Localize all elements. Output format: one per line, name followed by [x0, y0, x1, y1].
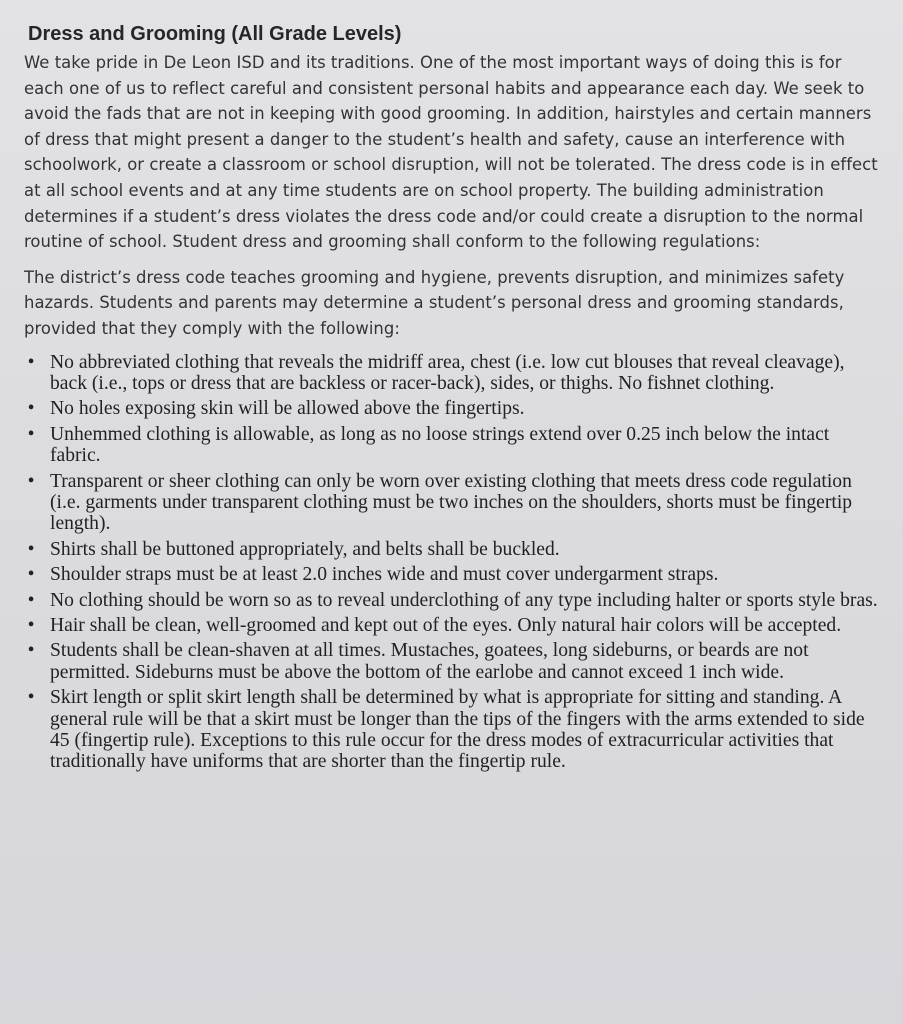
rule-text: Students shall be clean-shaven at all times. Mustaches, goatees, long sideburns, or beards are not permitted. Sideburns must be above the bottom of the earlobe and cannot exceed 1 inch wide. [50, 640, 809, 683]
bullet-icon: • [27, 687, 35, 709]
rule-item-skirt-length [24, 687, 879, 773]
rule-text: Shirts shall be buttoned appropriately, and belts shall be buckled. [50, 538, 560, 560]
dress-code-paragraph: The district’s dress code teaches grooming and hygiene, prevents disruption, and minimizes safety hazards. Students and parents may determine a student’s personal dress and grooming standards, provided that they comply with the following: [24, 267, 845, 338]
rule-item-shirts-belts [24, 539, 879, 560]
bullet-icon: • [27, 470, 35, 492]
rule-item-midriff [24, 352, 879, 395]
rule-item-unhemmed [24, 424, 879, 467]
rule-item-shoulder-straps [24, 564, 879, 585]
document-title: Dress and Grooming (All Grade Levels) [28, 23, 402, 45]
rule-text: No clothing should be worn so as to reveal underclothing of any type including halter or sports style bras. [50, 589, 878, 611]
rule-text: No holes exposing skin will be allowed above the fingertips. [50, 398, 525, 420]
rule-text: No abbreviated clothing that reveals the midriff area, chest (i.e. low cut blouses that reveal cleavage), back (i.e., tops or dress that are backless or racer-back), sides, or thighs. No fishnet clothing. [50, 351, 845, 394]
dress-code-rules-list [24, 352, 879, 773]
rule-text: Hair shall be clean, well-groomed and kept out of the eyes. Only natural hair colors will be accepted. [50, 615, 842, 636]
rule-text: Shoulder straps must be at least 2.0 inches wide and must cover undergarment straps. [50, 564, 719, 586]
intro-paragraph: We take pride in De Leon ISD and its traditions. One of the most important ways of doing this is for each one of us to reflect careful and consistent personal habits and appearance each day. We seek to avoid the fads that are not in keeping with good grooming. In addition, hairstyles and certain manners of dress that might present a danger to the student’s health and safety, cause an interference with schoolwork, or create a classroom or school disruption, will not be tolerated. The dress code is in effect at all school events and at any time students are on school property. The building administration determines if a student’s dress violates the dress code and/or could create a disruption to the normal routine of school. Student dress and grooming shall conform to the following regulations: [24, 53, 878, 252]
rule-item-holes [24, 398, 879, 419]
rule-item-underclothing [24, 590, 879, 611]
bullet-icon: • [27, 589, 35, 611]
rule-text: Skirt length or split skirt length shall be determined by what is appropriate for sitting and standing. A general rule will be that a skirt must be longer than the tips of the fingers with the arms extended to side 45 (fingertip rule). Exceptions to this rule occur for the dress modes of extracurricular activities that traditionally have uniforms that are shorter than the fingertip rule. [50, 687, 865, 773]
rule-item-hair [24, 615, 879, 636]
rule-text: Unhemmed clothing is allowable, as long as no loose strings extend over 0.25 inch below the intact fabric. [50, 423, 830, 467]
rule-item-clean-shaven [24, 640, 879, 683]
bullet-icon: • [27, 351, 35, 373]
rule-item-transparent [24, 471, 879, 535]
bullet-icon: • [27, 423, 35, 445]
rule-text: Transparent or sheer clothing can only be worn over existing clothing that meets dress code regulation (i.e. garments under transparent clothing must be two inches on the shoulders, shorts must be fingertip length). [50, 470, 853, 535]
bullet-icon: • [27, 538, 35, 560]
bullet-icon: • [27, 615, 35, 636]
bullet-icon: • [27, 564, 35, 586]
bullet-icon: • [27, 640, 35, 662]
bullet-icon: • [27, 398, 35, 420]
